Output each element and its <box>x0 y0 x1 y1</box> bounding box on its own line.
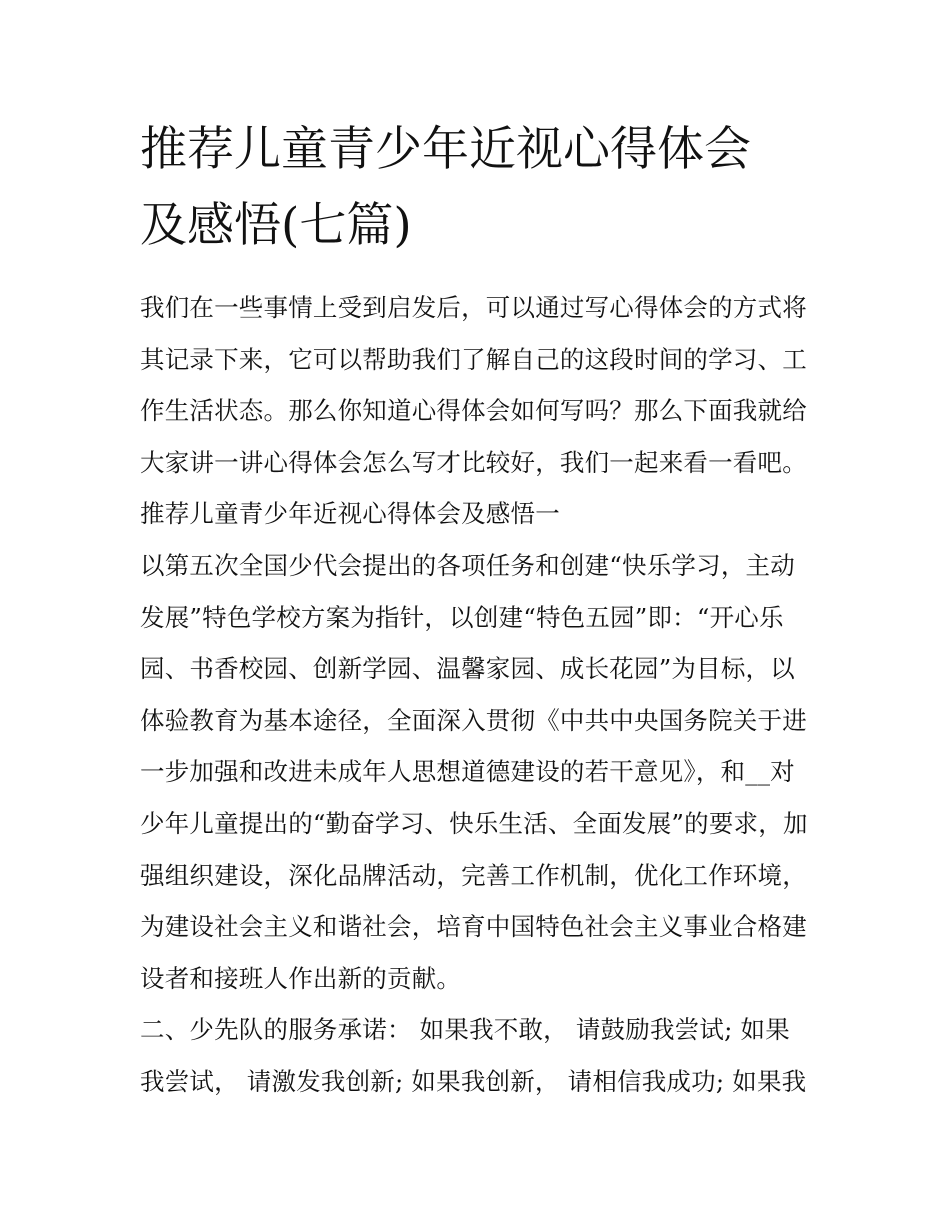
body-line: 少年儿童提出的“勤奋学习、快乐生活、全面发展”的要求，加 <box>140 808 808 838</box>
body-line: 大家讲一讲心得体会怎么写才比较好，我们一起来看一看吧。 <box>140 447 807 477</box>
body-line: 发展”特色学校方案为指针，以创建“特色五园”即：“开心乐 <box>140 602 784 632</box>
body-line: 体验教育为基本途径，全面深入贯彻《中共中央国务院关于进 <box>140 705 807 735</box>
body-line: 我尝试， 请激发我创新; 如果我创新， 请相信我成功; 如果我 <box>140 1066 807 1096</box>
body-line: 一步加强和改进未成年人思想道德建设的若干意见》，和__对 <box>140 757 795 787</box>
body-line: 强组织建设，深化品牌活动，完善工作机制，优化工作环境， <box>140 860 807 890</box>
document-title <box>140 112 840 264</box>
document-body <box>140 282 820 1108</box>
body-line: 其记录下来，它可以帮助我们了解自己的这段时间的学习、工 <box>140 344 807 374</box>
title-line: 推荐儿童青少年近视心得体会 <box>140 122 751 177</box>
body-line: 设者和接班人作出新的贡献。 <box>140 963 462 993</box>
title-line: 及感悟(七篇) <box>140 198 412 253</box>
body-line: 园、书香校园、创新学园、温馨家园、成长花园”为目标，以 <box>140 654 795 684</box>
body-line: 我们在一些事情上受到启发后，可以通过写心得体会的方式将 <box>140 293 807 322</box>
body-line: 作生活状态。那么你知道心得体会如何写吗？那么下面我就给 <box>140 396 807 426</box>
body-line: 二、少先队的服务承诺： 如果我不敢， 请鼓励我尝试; 如果 <box>140 1015 790 1045</box>
section-heading: 推荐儿童青少年近视心得体会及感悟一 <box>140 499 560 529</box>
body-line: 为建设社会主义和谐社会，培育中国特色社会主义事业合格建 <box>140 912 807 942</box>
body-line: 以第五次全国少代会提出的各项任务和创建“快乐学习，主动 <box>140 550 795 580</box>
